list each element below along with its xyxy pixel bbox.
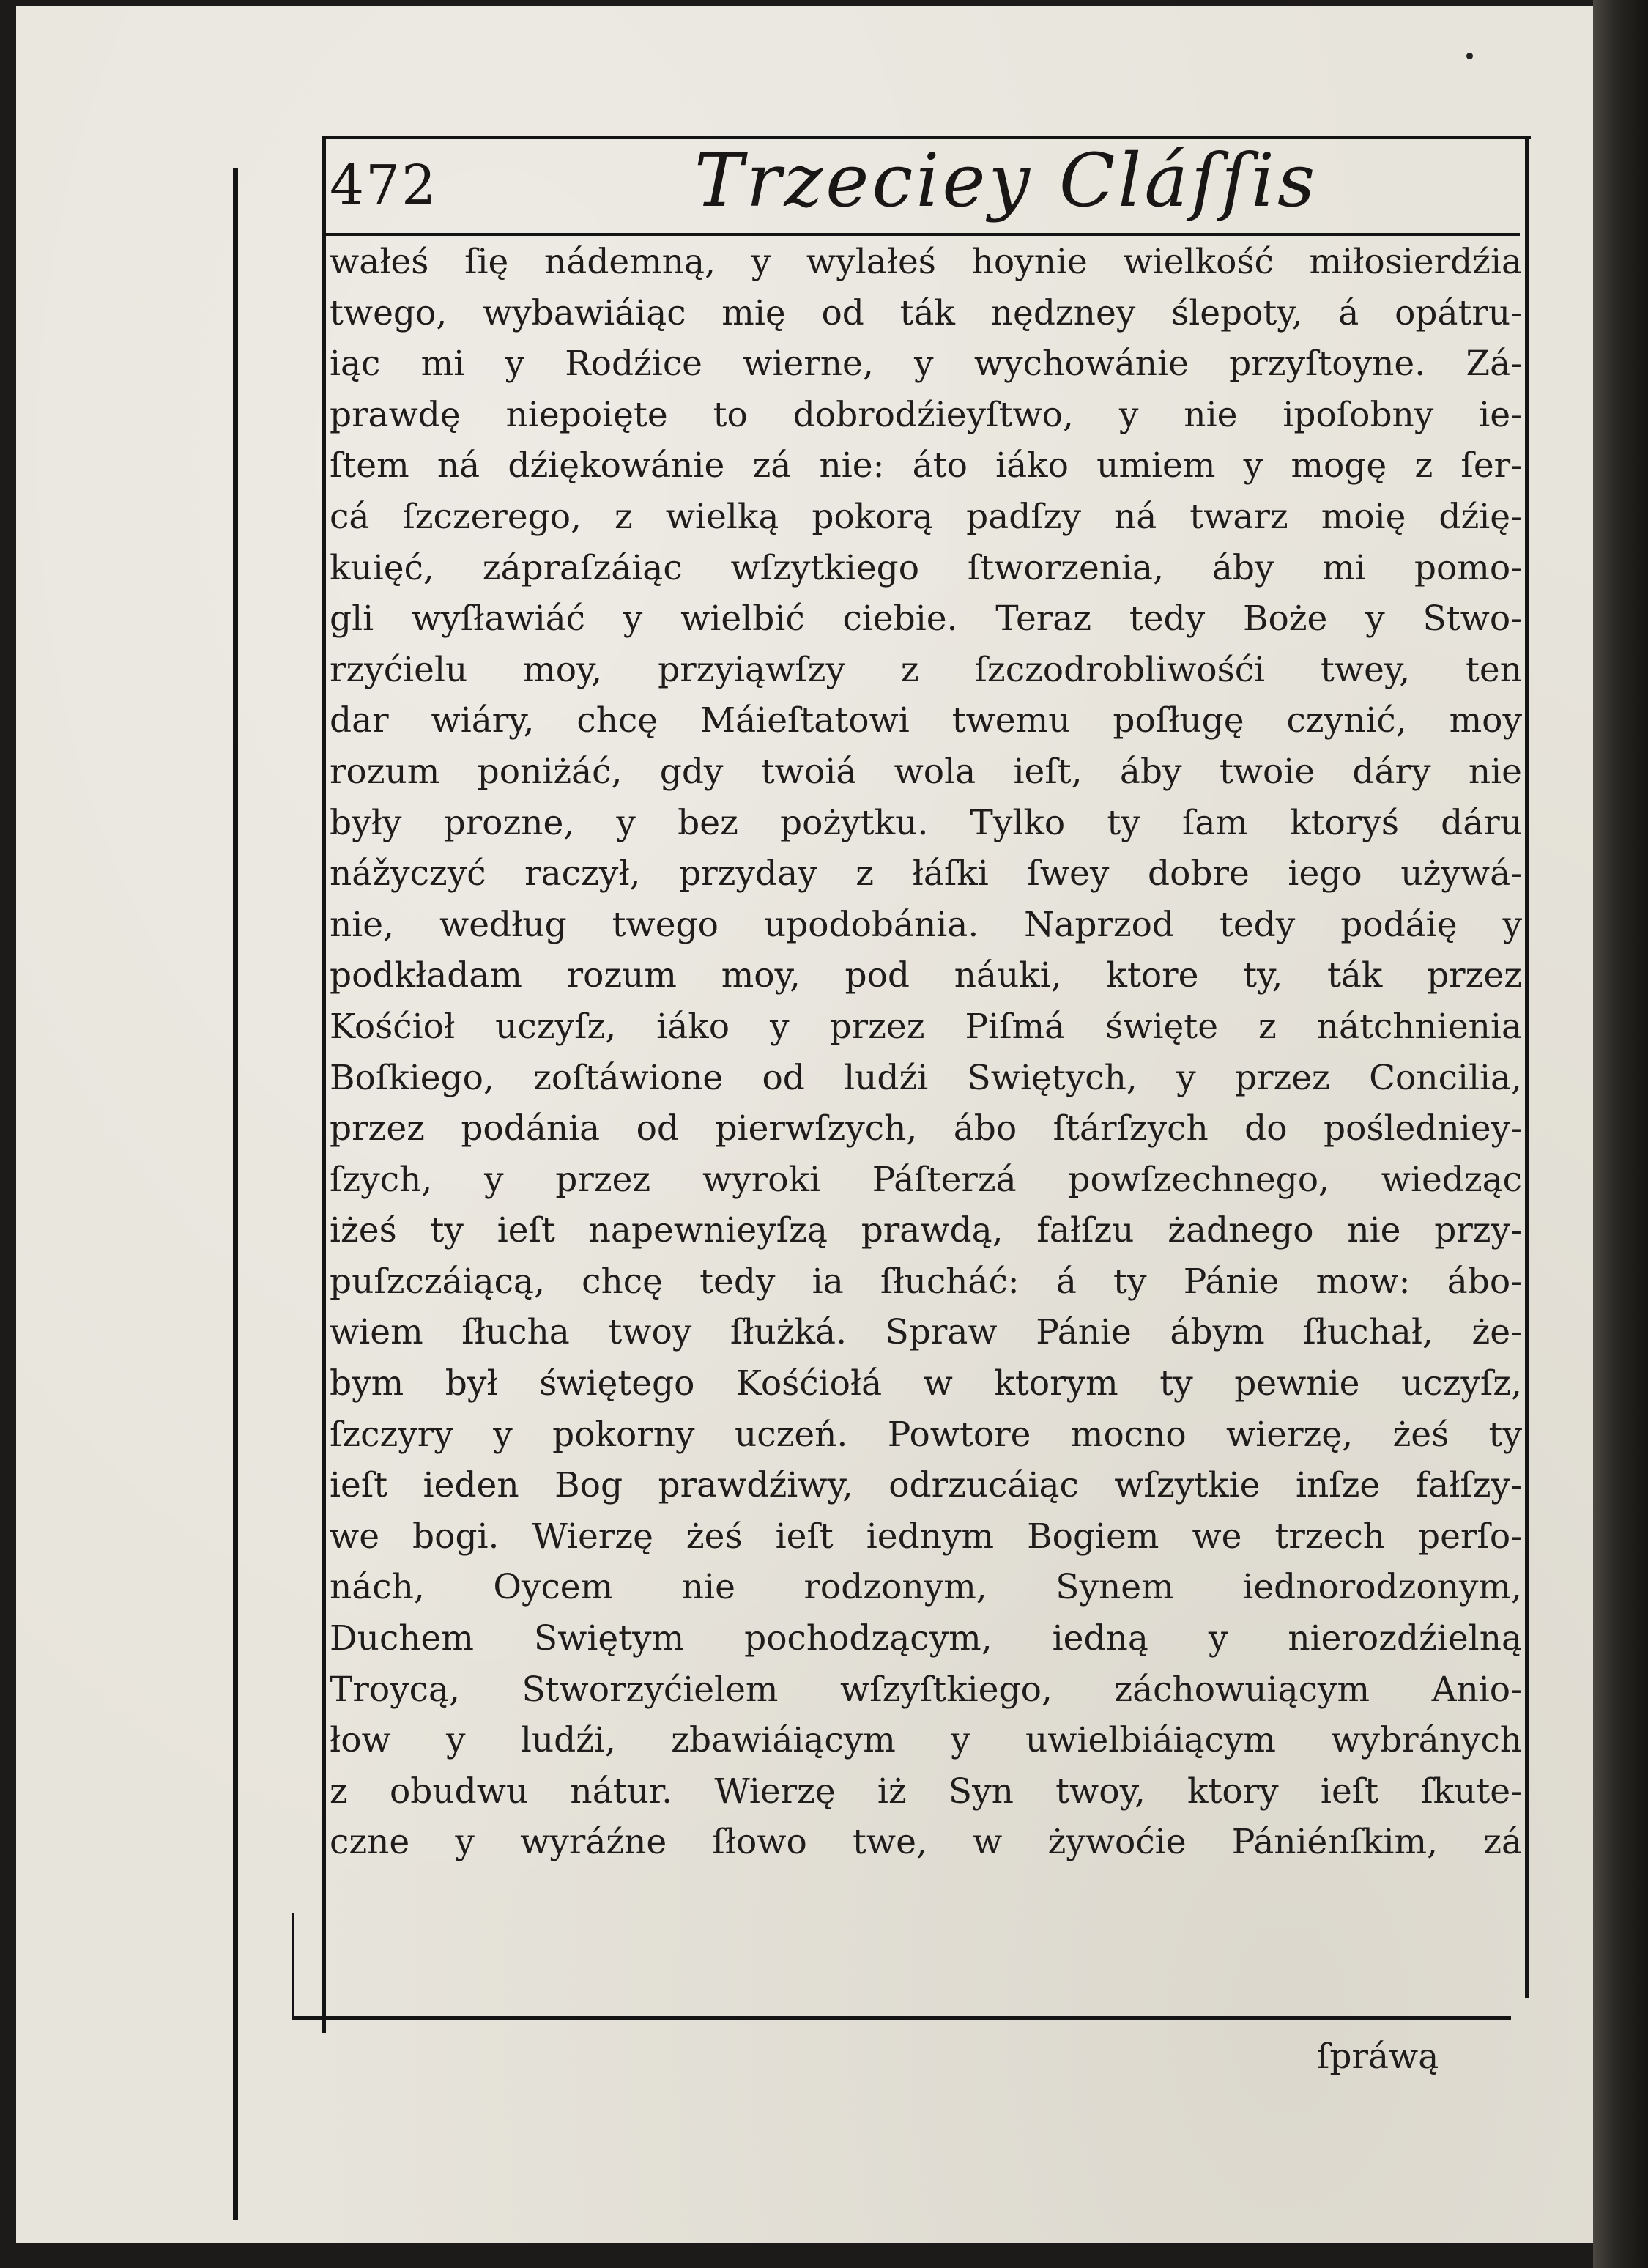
text-line: nách, Oycem nie rodzonym, Synem iednorodzonym, [330,1567,1522,1608]
text-line: czne y wyráźne ſłowo twe, w żywoćie Pániénſkim, zá [330,1822,1522,1863]
text-line: we bogi. Wierzę żeś ieſt iednym Bogiem we trzech perſo- [330,1516,1522,1557]
text-line: ſzczyry y pokorny uczeń. Powtore mocno wierzę, żeś ty [330,1414,1522,1455]
text-line: ſzych, y przez wyroki Páſterzá powſzechnego, wiedząc [330,1159,1522,1200]
text-line: Troycą, Stworzyćielem wſzyſtkiego, záchowuiącym Anio- [330,1669,1522,1710]
text-line: były prozne, y bez pożytku. Tylko ty ſam ktoryś dáru [330,802,1522,843]
ink-dot [1466,53,1473,59]
text-line: rzyćielu moy, przyiąwſzy z ſzczodrobliwośći twey, ten [330,649,1522,690]
page-number: 472 [330,154,438,217]
text-line: iżeś ty ieſt napewnieyſzą prawdą, fałſzu żadnego nie przy- [330,1210,1522,1251]
book-gutter [1593,0,1648,2268]
text-line: kuięć, zápraſzáiąc wſzytkiego ſtworzenia, áby mi pomo- [330,547,1522,588]
page-title: Trzeciey Cláſſis [694,138,1318,223]
body-text [330,237,1522,1868]
text-line: cá ſzczerego, z wielką pokorą padſzy ná twarz moię dźię- [330,496,1522,537]
frame-right-rule [1525,138,1529,1998]
text-line: prawdę niepoięte to dobrodźieyſtwo, y nie ipoſobny ie- [330,394,1522,435]
text-line: wiem ſłucha twoy ſłużká. Spraw Pánie ábym ſłuchał, że- [330,1312,1522,1353]
text-line: Duchem Swiętym pochodzącym, iedną y nierozdźielną [330,1618,1522,1659]
frame-bottom-rule [292,2016,1511,2020]
text-line: wałeś ſię nádemną, y wylałeś hoynie wielkość miłosierdźia [330,242,1522,282]
text-line: Kośćioł uczyſz, iáko y przez Piſmá święte z nátchnienia [330,1006,1522,1047]
text-line: z obudwu nátur. Wierzę iż Syn twoy, ktory ieſt ſkute- [330,1771,1522,1812]
text-line: przez podánia od pierwſzych, ábo ſtárſzych do pośledniey- [330,1108,1522,1149]
text-line: rozum poniżáć, gdy twoiá wola ieſt, áby twoie dáry nie [330,751,1522,792]
text-line: gli wyſławiáć y wielbić ciebie. Teraz tedy Boże y Stwo- [330,598,1522,640]
text-line: nie, według twego upodobánia. Naprzod tedy podáię y [330,904,1522,945]
outer-left-rule [233,168,238,2220]
text-line: łow y ludźi, zbawiáiącym y uwielbiáiącym wybránych [330,1720,1522,1761]
frame-bottom-corner-rule [292,1913,294,2020]
running-head [328,138,1522,231]
frame-left-rule [322,136,326,2033]
catchword: ſpráwą [1317,2037,1439,2077]
text-line: podkładam rozum moy, pod náuki, ktore ty, ták przez [330,955,1522,996]
text-line: twego, wybawiáiąc mię od ták nędzney ślepoty, á opátru- [330,292,1522,333]
text-line: ieſt ieden Bog prawdźiwy, odrzucáiąc wſzytkie inſze fałſzy- [330,1465,1522,1506]
text-line: Boſkiego, zoſtáwione od ludźi Swiętych, y przez Concilia, [330,1057,1522,1098]
text-line: puſzczáiącą, chcę tedy ia ſłucháć: á ty Pánie mow: ábo- [330,1261,1522,1302]
text-line: ſtem ná dźiękowánie zá nie: áto iáko umiem y mogę z ſer- [330,445,1522,486]
text-line: dar wiáry, chcę Máieſtatowi twemu poſługę czynić, moy [330,700,1522,741]
text-line: iąc mi y Rodźice wierne, y wychowánie przyſtoyne. Zá- [330,344,1522,385]
header-rule [326,233,1520,236]
text-line: nážyczyć raczył, przyday z łáſki ſwey dobre iego używá- [330,853,1522,894]
text-line: bym był świętego Kośćiołá w ktorym ty pewnie uczyſz, [330,1363,1522,1404]
